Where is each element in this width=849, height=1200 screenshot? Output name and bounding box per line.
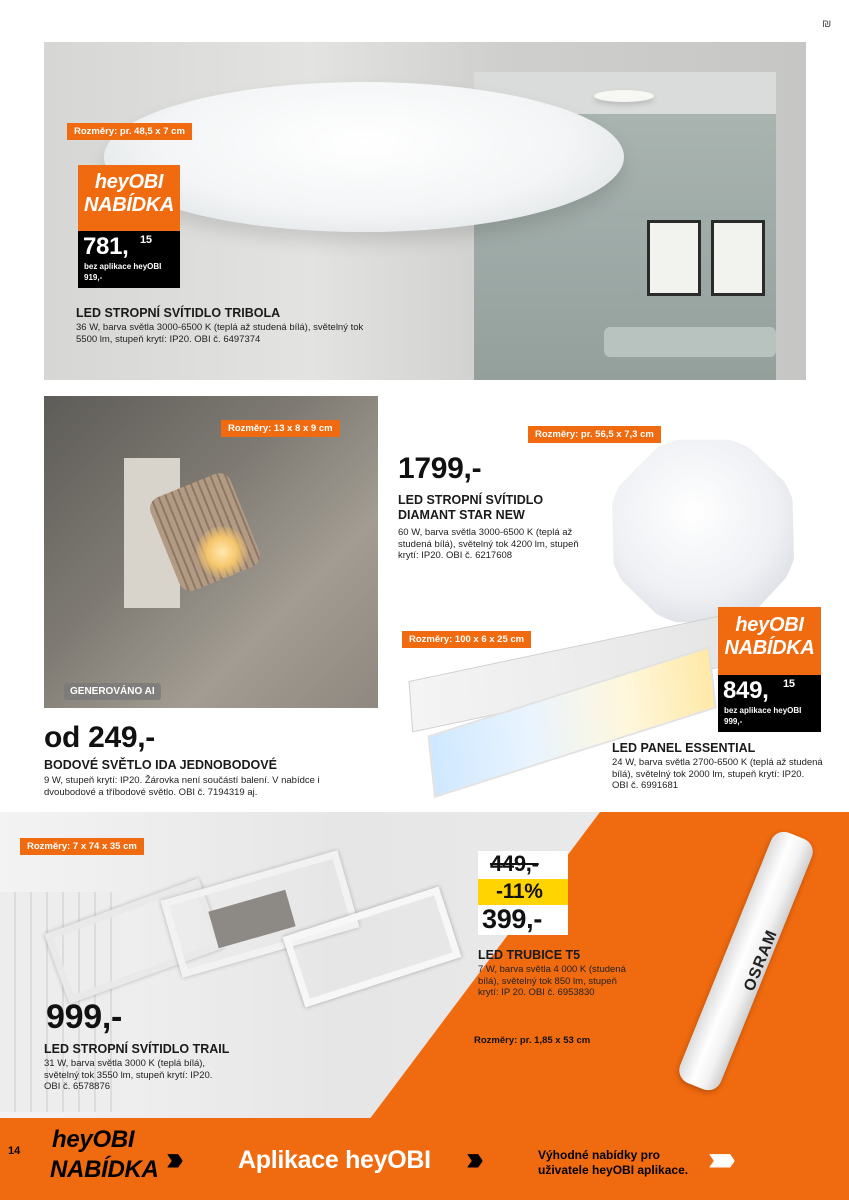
panel-without-app-price: 999,- bbox=[724, 717, 743, 726]
trail-title: LED STROPNÍ SVÍTIDLO TRAIL bbox=[44, 1042, 230, 1056]
diamant-dimensions: Rozměry: pr. 56,5 x 7,3 cm bbox=[528, 426, 661, 443]
tribola-price-box bbox=[78, 231, 180, 288]
footer-promo bbox=[538, 1148, 688, 1178]
tribola-dimensions: Rozměry: pr. 48,5 x 7 cm bbox=[67, 123, 192, 140]
desc-line: krytí: IP20. OBI č. 6217608 bbox=[398, 550, 513, 561]
room-ceiling-light bbox=[594, 90, 654, 102]
tube-title: LED TRUBICE T5 bbox=[478, 948, 581, 962]
desc-line: 24 W, barva světla 2700-6500 K (teplá až studená bbox=[612, 757, 823, 768]
badge-line2: NABÍDKA bbox=[83, 194, 175, 216]
wall-picture-right bbox=[711, 220, 765, 296]
tribola-desc bbox=[76, 322, 363, 345]
tribola-without-app-price: 919,- bbox=[84, 273, 103, 282]
tube-price-box bbox=[478, 905, 568, 935]
panel-title: LED PANEL ESSENTIAL bbox=[612, 741, 756, 755]
tribola-heyobi-badge bbox=[78, 165, 180, 231]
tribola-price: 781, bbox=[83, 233, 129, 260]
desc-line: OBI č. 6991681 bbox=[612, 780, 679, 791]
ida-desc bbox=[44, 775, 320, 798]
ida-photo bbox=[44, 396, 378, 708]
tribola-lamp bbox=[104, 82, 624, 232]
badge-line2: NABÍDKA bbox=[724, 637, 815, 659]
old-price-box bbox=[478, 851, 568, 879]
panel-desc bbox=[612, 757, 823, 792]
desc-line: 31 W, barva světla 3000 K (teplá bílá), bbox=[44, 1058, 206, 1069]
desc-line: 36 W, barva světla 3000-6500 K (teplá až studená bílá), světelný tok bbox=[76, 322, 364, 333]
desc-line: krytí: IP 20. OBI č. 6953830 bbox=[478, 987, 595, 998]
diamant-lamp bbox=[608, 436, 798, 626]
page-number: 14 bbox=[8, 1145, 21, 1157]
discount-box bbox=[478, 879, 568, 905]
desc-line: světelný tok 3550 lm, stupeň krytí: IP20. bbox=[44, 1069, 213, 1081]
panel-dimensions: Rozměry: 100 x 6 x 25 cm bbox=[402, 631, 531, 648]
trail-dimensions: Rozměry: 7 x 74 x 35 cm bbox=[20, 838, 144, 855]
diamant-desc bbox=[398, 527, 579, 562]
desc-line: bílá), světelný tok 850 lm, stupeň bbox=[478, 975, 617, 987]
ai-generated-tag: GENEROVÁNO AI bbox=[64, 683, 161, 700]
tube-desc bbox=[478, 964, 626, 999]
spot-bulb-glow bbox=[196, 526, 248, 578]
footer-chevrons-right: ››› bbox=[466, 1140, 476, 1178]
footer-app-text: Aplikace heyOBI bbox=[238, 1146, 431, 1174]
title-line: LED STROPNÍ SVÍTIDLO bbox=[398, 493, 544, 507]
wall-picture-left bbox=[647, 220, 701, 296]
panel-price-box bbox=[718, 675, 821, 732]
desc-line: 9 W, stupeň krytí: IP20. Žárovka není součástí balení. V nabídce i bbox=[44, 775, 320, 786]
sofa bbox=[604, 327, 776, 357]
panel-heyobi-badge bbox=[718, 607, 821, 675]
tube-dimensions: Rozměry: pr. 1,85 x 53 cm bbox=[474, 1035, 591, 1046]
footer-chevrons-end: ›››››› bbox=[708, 1140, 728, 1178]
desc-line: bílá), světelný tok 2000 lm, stupeň krytí: IP20. bbox=[612, 768, 805, 780]
footer-badge-line1: heyOBI bbox=[52, 1126, 135, 1153]
desc-line: studená bílá), světelný tok 4200 lm, stupeň bbox=[398, 538, 579, 550]
panel-without-app-label: bez aplikace heyOBI bbox=[724, 706, 802, 715]
ida-price: od 249,- bbox=[44, 721, 155, 754]
footer-badge bbox=[38, 1120, 159, 1198]
desc-line: OBI č. 6578876 bbox=[44, 1081, 111, 1092]
tube-price: 399,- bbox=[482, 904, 543, 934]
ida-dimensions: Rozměry: 13 x 8 x 9 cm bbox=[221, 420, 340, 437]
tribola-title: LED STROPNÍ SVÍTIDLO TRIBOLA bbox=[76, 306, 281, 320]
tribola-price-cents: 15 bbox=[140, 234, 152, 246]
trail-price: 999,- bbox=[46, 998, 122, 1036]
desc-line: 7 W, barva světla 4 000 K (studená bbox=[478, 964, 626, 975]
footer-badge-line2: NABÍDKA bbox=[50, 1156, 159, 1183]
badge-line1: heyOBI bbox=[94, 171, 164, 193]
panel-price-cents: 15 bbox=[783, 678, 795, 690]
diamant-title bbox=[398, 493, 543, 523]
old-price: 449,- bbox=[490, 851, 539, 876]
tube-brand-print: OSRAM bbox=[741, 927, 781, 994]
diamant-price: 1799,- bbox=[398, 452, 482, 485]
badge-line1: heyOBI bbox=[735, 614, 804, 636]
promo-line: Výhodné nabídky pro bbox=[538, 1148, 661, 1162]
desc-line: 60 W, barva světla 3000-6500 K (teplá až bbox=[398, 527, 573, 538]
desc-line: 5500 lm, stupeň krytí: IP20. OBI č. 6497374 bbox=[76, 333, 261, 345]
ida-title: BODOVÉ SVĚTLO IDA JEDNOBODOVÉ bbox=[44, 758, 277, 772]
title-line: DIAMANT STAR NEW bbox=[398, 508, 525, 522]
panel-price: 849, bbox=[723, 677, 769, 704]
trail-desc bbox=[44, 1058, 212, 1093]
discount-value: -11% bbox=[496, 880, 543, 903]
desc-line: dvoubodové a tříbodové světlo. OBI č. 7194319 aj. bbox=[44, 786, 258, 798]
page-corner-mark: ₪ bbox=[822, 18, 832, 30]
promo-line: uživatele heyOBI aplikace. bbox=[538, 1163, 689, 1177]
footer-chevrons-left: ››› bbox=[166, 1140, 176, 1178]
tribola-without-app-label: bez aplikace heyOBI bbox=[84, 262, 162, 271]
